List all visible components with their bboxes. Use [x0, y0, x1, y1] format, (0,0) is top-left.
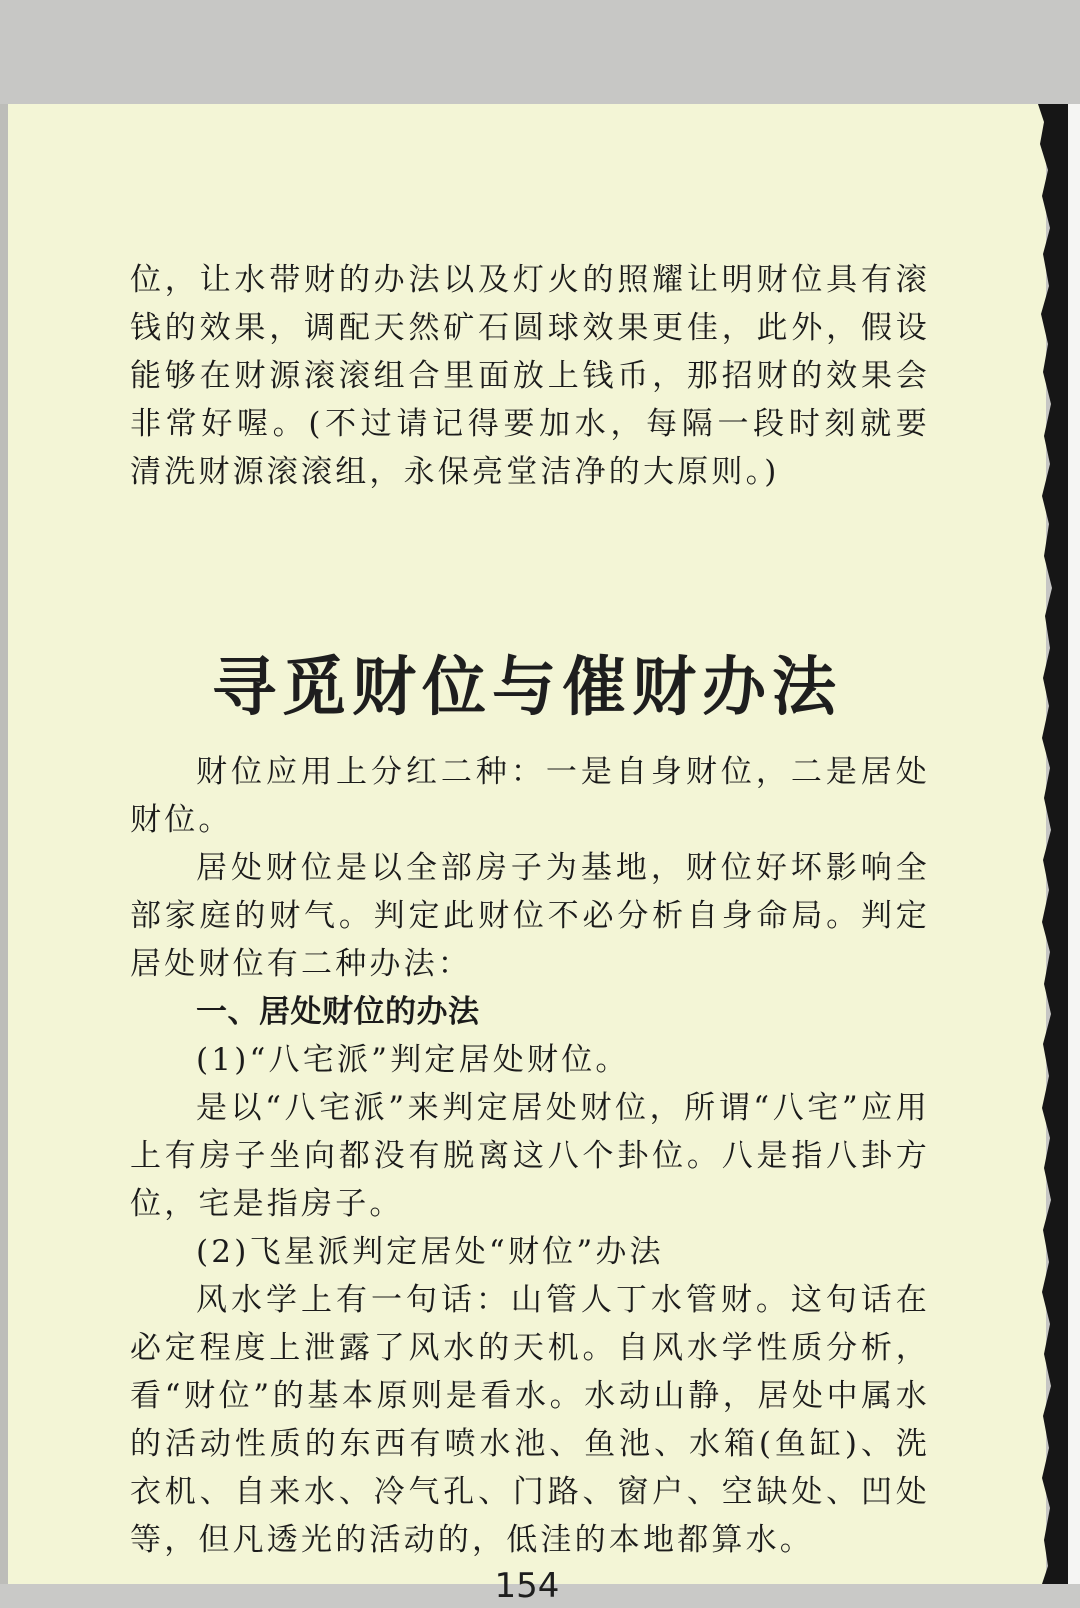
method1-title: (1)“八宅派”判定居处财位。 [196, 1042, 630, 1078]
scan-background-left [0, 104, 8, 1608]
outer-margin [1068, 104, 1080, 1584]
paragraph-residence-wealth: 居处财位是以全部房子为基地，财位好坏影响全部家庭的财气。判定此财位不必分析自身命局。判定居处财位有二种办法： [130, 850, 930, 982]
method2-title: (2)飞星派判定居处“财位”办法 [196, 1234, 664, 1270]
method1-body: 是以“八宅派”来判定居处财位，所谓“八宅”应用上有房子坐向都没有脱离这八个卦位。八是指八卦方位，宅是指房子。 [130, 1090, 930, 1222]
scan-background-top [0, 0, 1080, 104]
book-page [8, 104, 1046, 1606]
continuation-block [130, 256, 930, 496]
paragraph-wealth-types: 财位应用上分红二种：一是自身财位，二是居处财位。 [130, 754, 930, 838]
subheading-methods: 一、居处财位的办法 [196, 994, 480, 1030]
method2-body: 风水学上有一句话：山管人丁水管财。这句话在必定程度上泄露了风水的天机。自风水学性质分析，看“财位”的基本原则是看水。水动山静，居处中属水的活动性质的东西有喷水池、鱼池、水箱(鱼缸)、洗衣机、自来水、冷气孔、门路、窗户、空缺处、凹处等，但凡透光的活动的，低洼的本地都算水。 [130, 1282, 930, 1558]
section-body [130, 748, 930, 1564]
continuation-paragraph: 位，让水带财的办法以及灯火的照耀让明财位具有滚钱的效果，调配天然矿石圆球效果更佳，此外，假设能够在财源滚滚组合里面放上钱币，那招财的效果会非常好喔。(不过请记得要加水，每隔一段时刻就要清洗财源滚滚组，永保亮堂洁净的大原则。) [130, 262, 930, 490]
torn-page-edge [1034, 104, 1080, 1584]
page-number: 154 [494, 1566, 560, 1606]
section-title: 寻觅财位与催财办法 [212, 651, 842, 725]
